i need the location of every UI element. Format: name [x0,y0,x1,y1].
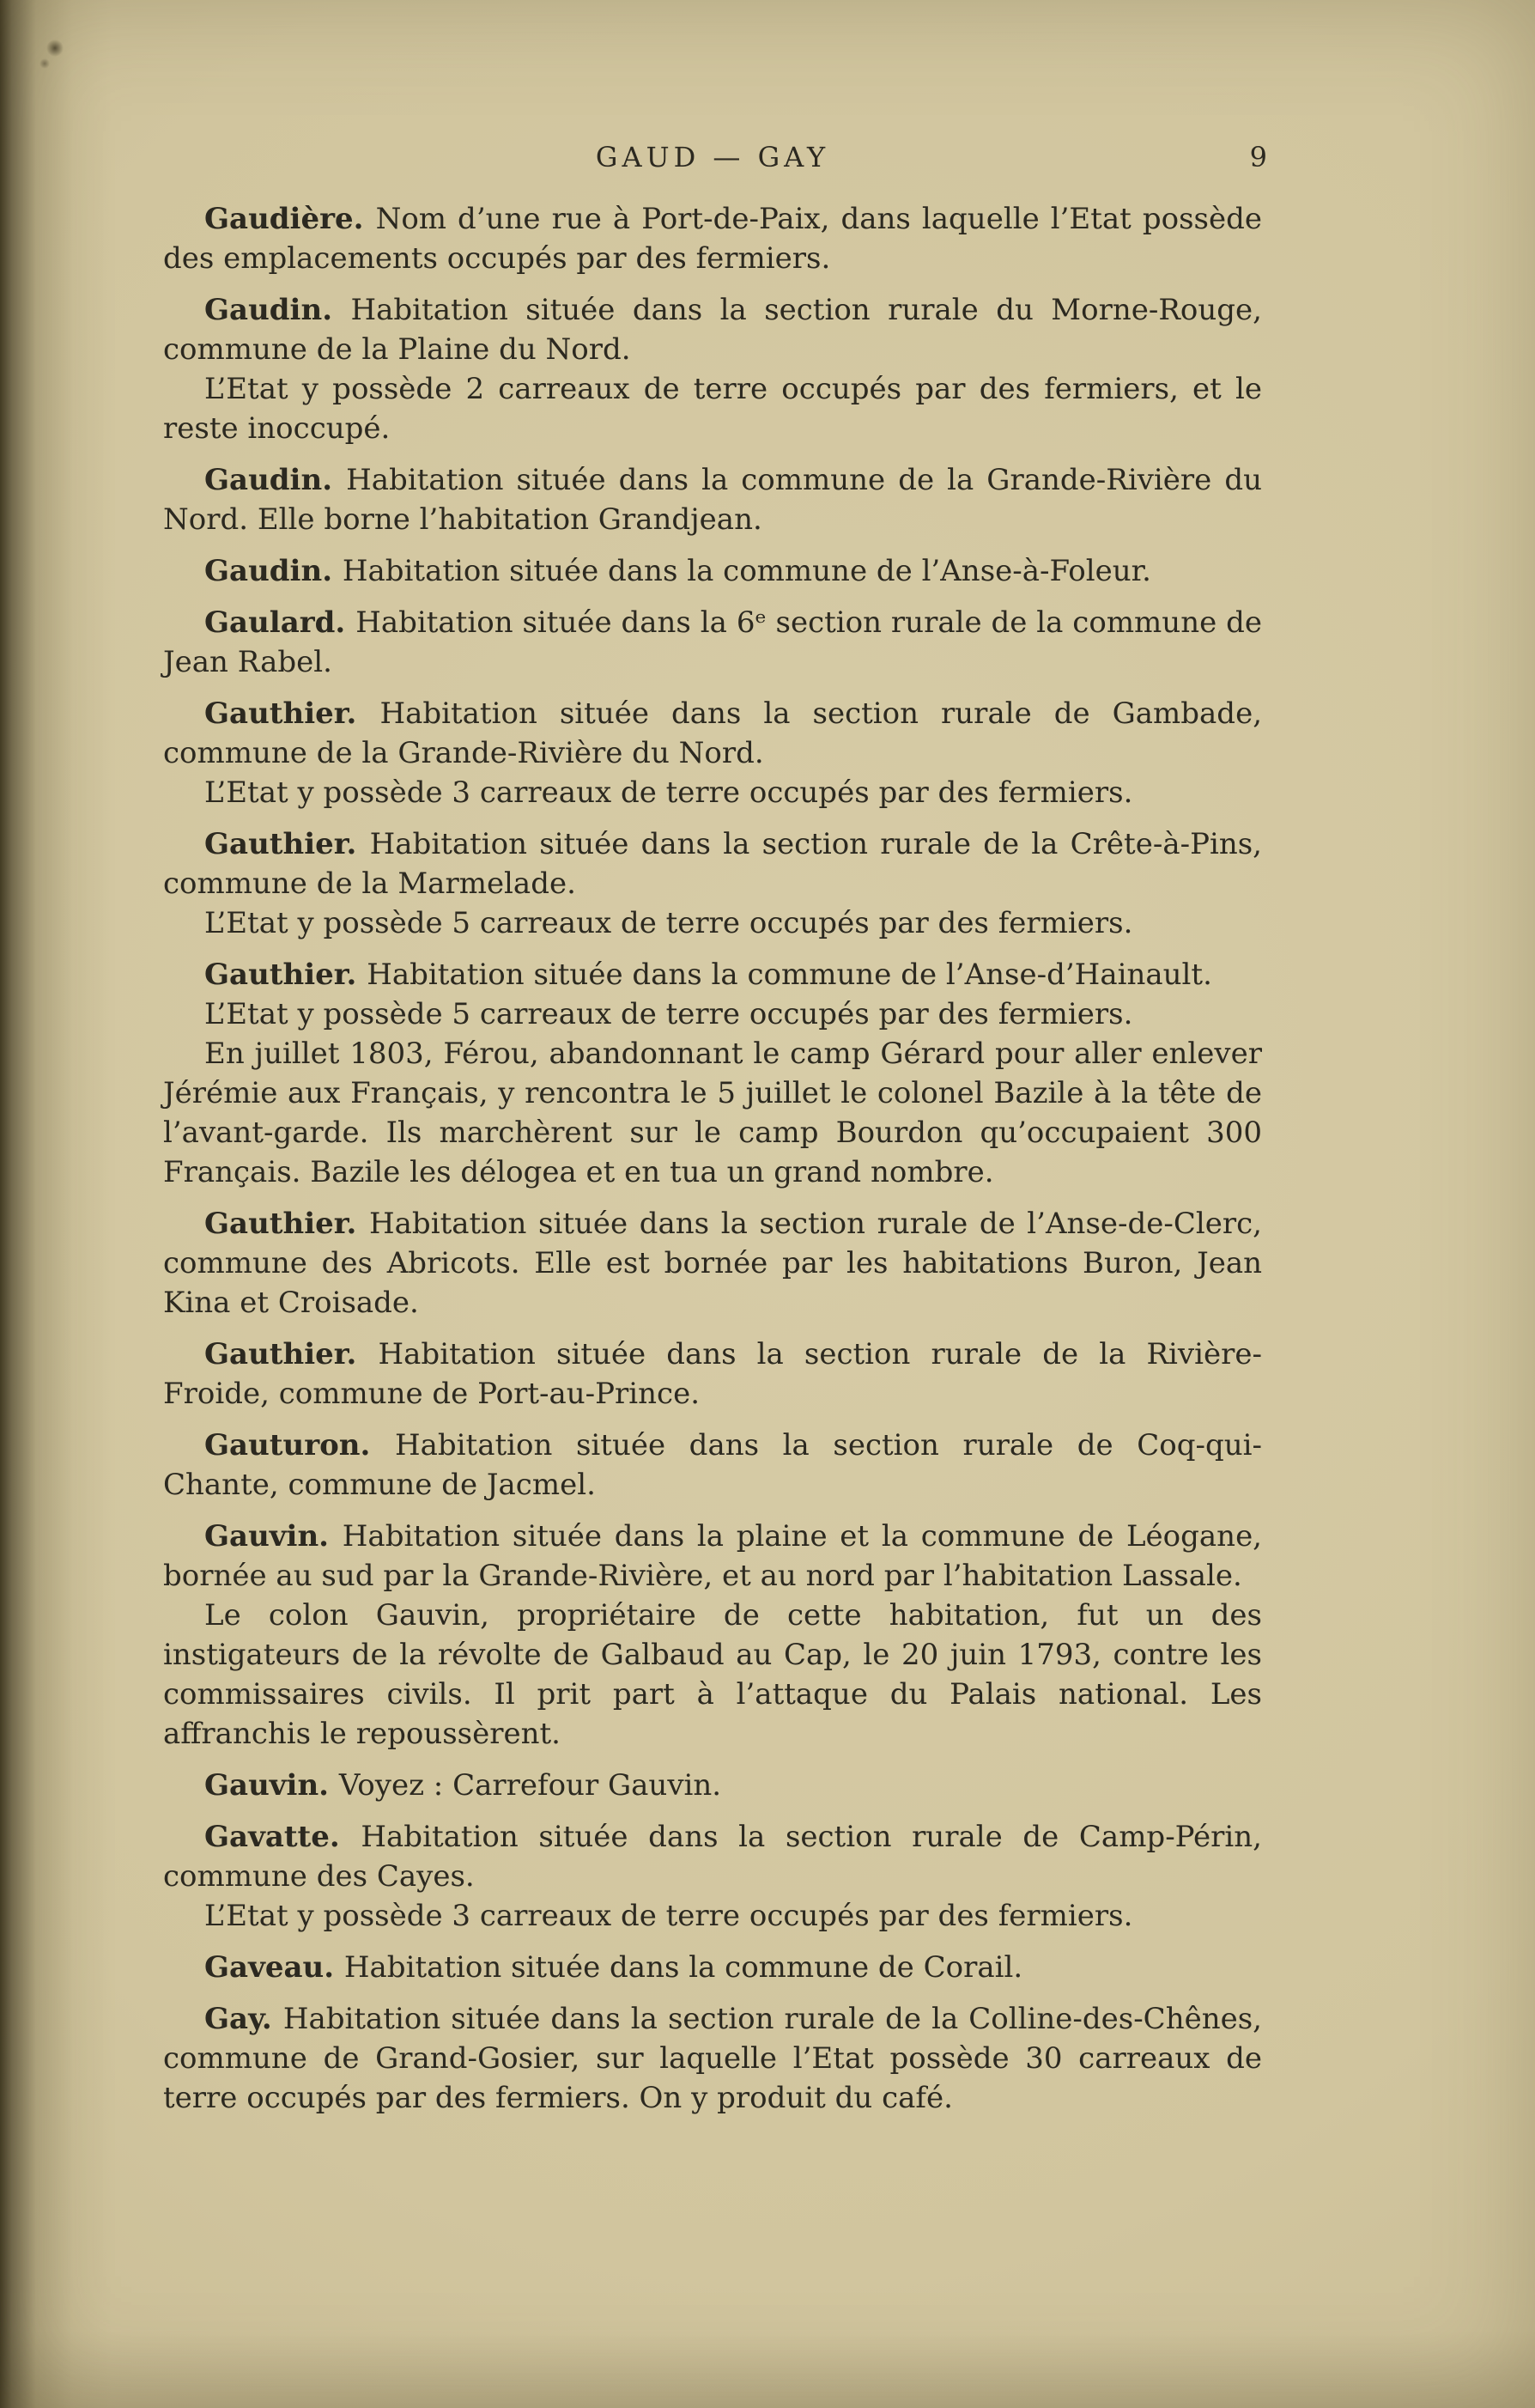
entry [163,1766,1262,1805]
entry-name: Gauvin. [204,1519,343,1554]
entry-lead-paragraph: Gauturon. Habitation située dans la section rurale de Coq-qui-Chante, commune de Jacmel. [163,1428,1262,1502]
entry-paragraph: L’Etat y possède 3 carreaux de terre occupés par des fermiers. [204,1899,1133,1933]
entries-container [163,199,1262,2118]
entry [163,1999,1262,2118]
entry [163,603,1262,682]
entry-lead-paragraph: Gaudin. Habitation située dans la section rurale du Morne-Rouge, commune de la Plaine du Nord. [163,293,1262,367]
entry [163,551,1262,591]
entry-name: Gavatte. [204,1820,361,1854]
entry-lead-paragraph: Gauthier. Habitation située dans la section rurale de la Crête-à-Pins, commune de la Marmelade. [163,827,1262,901]
entry-paragraph: En juillet 1803, Férou, abandonnant le camp Gérard pour aller enlever Jérémie aux Français, y rencontra le 5 juillet le colonel Bazile à la tête de l’avant-garde. Ils marchèrent sur le camp Bourdon qu’occupaient 300 Français. Bazile les délogea et en tua un grand nombre. [163,1037,1262,1189]
entry-lead-paragraph: Gauthier. Habitation située dans la section rurale de la Rivière-Froide, commune de Port-au-Prince. [163,1337,1263,1411]
entry-paragraph: L’Etat y possède 3 carreaux de terre occupés par des fermiers. [204,775,1133,810]
entry [163,1517,1262,1754]
entry-lead-paragraph: Gauthier. Habitation située dans la commune de l’Anse-d’Hainault. [204,958,1212,992]
entry-name: Gauturon. [204,1428,395,1462]
entry [163,460,1262,539]
entry-name: Gaudière. [204,202,376,236]
entry-name: Gaudin. [204,554,343,588]
entry-lead-paragraph: Gauvin. Habitation située dans la plaine et la commune de Léogane, bornée au sud par la Grande-Rivière, et au nord par l’habitation Lassale. [163,1519,1262,1593]
entry [163,1426,1262,1505]
entry [163,824,1262,943]
entry-name: Gauthier. [204,696,380,731]
entry-lead-paragraph: Gaudière. Nom d’une rue à Port-de-Paix, dans laquelle l’Etat possède des emplacements occupés par des fermiers. [163,202,1262,276]
entry-name: Gauthier. [204,958,367,992]
entry [163,1817,1262,1936]
entry [163,955,1262,1192]
entry-name: Gay. [204,2002,283,2036]
entry [163,1948,1262,1987]
entry [163,694,1262,812]
entry-name: Gaudin. [204,463,347,497]
entry-name: Gauvin. [204,1768,339,1803]
entry-lead-paragraph: Gay. Habitation située dans la section rurale de la Colline-des-Chênes, commune de Grand-Gosier, sur laquelle l’Etat possède 30 carreaux de terre occupés par des fermiers. On y produit du café. [163,2002,1262,2115]
entry-lead-paragraph: Gauvin. Voyez : Carrefour Gauvin. [204,1768,722,1803]
entry-name: Gauthier. [204,827,370,861]
entry-lead-paragraph: Gauthier. Habitation située dans la section rurale de l’Anse-de-Clerc, commune des Abricots. Elle est bornée par les habitations Buron, Jean Kina et Croisade. [163,1207,1262,1320]
entry-name: Gauthier. [204,1337,379,1371]
entry-paragraph: Le colon Gauvin, propriétaire de cette habitation, fut un des instigateurs de la révolte de Galbaud au Cap, le 20 juin 1793, contre les commissaires civils. Il prit part à l’attaque du Palais national. Les affranchis le repoussèrent. [163,1598,1262,1751]
entry-lead-paragraph: Gauthier. Habitation située dans la section rurale de Gambade, commune de la Grande-Rivière du Nord. [163,696,1263,770]
entry-paragraph: L’Etat y possède 5 carreaux de terre occupés par des fermiers. [204,997,1133,1031]
entry [163,199,1262,278]
page-header [163,137,1267,177]
entry [163,1204,1262,1323]
page-number: 9 [1249,141,1267,173]
entry-lead-paragraph: Gaudin. Habitation située dans la commune de la Grande-Rivière du Nord. Elle borne l’habitation Grandjean. [163,463,1262,537]
entry-name: Gaveau. [204,1950,344,1985]
entry-lead-paragraph: Gaulard. Habitation située dans la 6ᵉ section rurale de la commune de Jean Rabel. [163,605,1262,679]
entry-paragraph: L’Etat y possède 5 carreaux de terre occupés par des fermiers. [204,906,1133,940]
running-head: GAUD — GAY [595,141,830,173]
entry [163,1335,1262,1414]
entry-lead-paragraph: Gaveau. Habitation située dans la commune de Corail. [204,1950,1023,1985]
entry-lead-paragraph: Gaudin. Habitation située dans la commune de l’Anse-à-Foleur. [204,554,1151,588]
entry-name: Gauthier. [204,1207,370,1241]
entry-paragraph: L’Etat y possède 2 carreaux de terre occupés par des fermiers, et le reste inoccupé. [163,372,1262,446]
entry-lead-paragraph: Gavatte. Habitation située dans la section rurale de Camp-Périn, commune des Cayes. [163,1820,1262,1894]
entry [163,290,1262,448]
entry-name: Gaulard. [204,605,356,640]
entry-name: Gaudin. [204,293,351,327]
page-content [163,137,1267,2118]
